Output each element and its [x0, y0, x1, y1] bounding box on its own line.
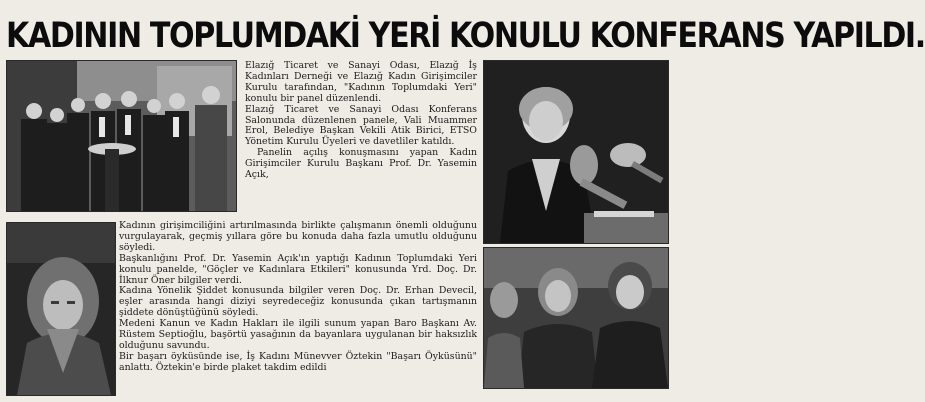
- group-photo: [6, 60, 237, 212]
- article-paragraph: Elazığ Ticaret ve Sanayi Odası, Elazığ İş Kadınları Derneği ve Elazığ Kadın Girişimciler Kurulu tarafından, "Kadının Toplumdaki Yeri" konulu bir panel düzenlendi.: [245, 60, 477, 104]
- article-paragraph: Kadının girişimciliğini artırılmasında birlikte çalışmanın önemli olduğunu vurgulayarak, geçmiş yıllara göre bu konuda daha fazla umutlu olduğunu söyledi.: [119, 220, 477, 253]
- article-paragraph: Bir başarı öyküsünde ise, İş Kadını Münevver Öztekin "Başarı Öyküsünü" anlattı. Öztekin'e birde plaket takdim edildi: [119, 350, 477, 373]
- headline: KADININ TOPLUMDAKİ YERİ KONULU KONFERANS YAPILDI.: [6, 16, 925, 56]
- article-paragraph: Başkanlığını Prof. Dr. Yasemin Açık'ın yaptığı Kadının Toplumdaki Yeri konulu panelde, "Göçler ve Kadınlara Etkileri" konusunda Yrd. Doç. Dr. İlknur Öner bilgiler verdi.: [119, 252, 477, 286]
- portrait-photo-headscarf: [6, 222, 116, 396]
- speaker-podium-photo: [483, 60, 669, 244]
- article-paragraph: Elazığ Ticaret ve Sanayi Odası Konferans Salonunda düzenlenen panele, Vali Muammer Erol, Belediye Başkan Vekili Atik Birici, ETSO Yönetim Kurulu Üyeleri ve davetliler katıldı.: [245, 103, 477, 148]
- audience-photo: [483, 247, 669, 389]
- article-paragraph: Kadına Yönelik Şiddet konusunda bilgiler veren Doç. Dr. Erhan Devecil, eşler arasında hangi diziyi seyredeceğiz konusunda çıkan tartışmanın şiddete dönüştüğünü söyledi.: [119, 285, 477, 319]
- article-paragraph: Medeni Kanun ve Kadın Hakları ile ilgili sunum yapan Baro Başkanı Av. Rüstem Septioğlu, başörtü yasağının da bayanlara uygulanan bir haksızlık olduğunu savundu.: [119, 318, 477, 351]
- article-body-continued: [119, 221, 477, 374]
- article-paragraph: Panelin açılış konuşmasını yapan Kadın Girişimciler Kurulu Başkanı Prof. Dr. Yasemin Açık,: [245, 147, 477, 181]
